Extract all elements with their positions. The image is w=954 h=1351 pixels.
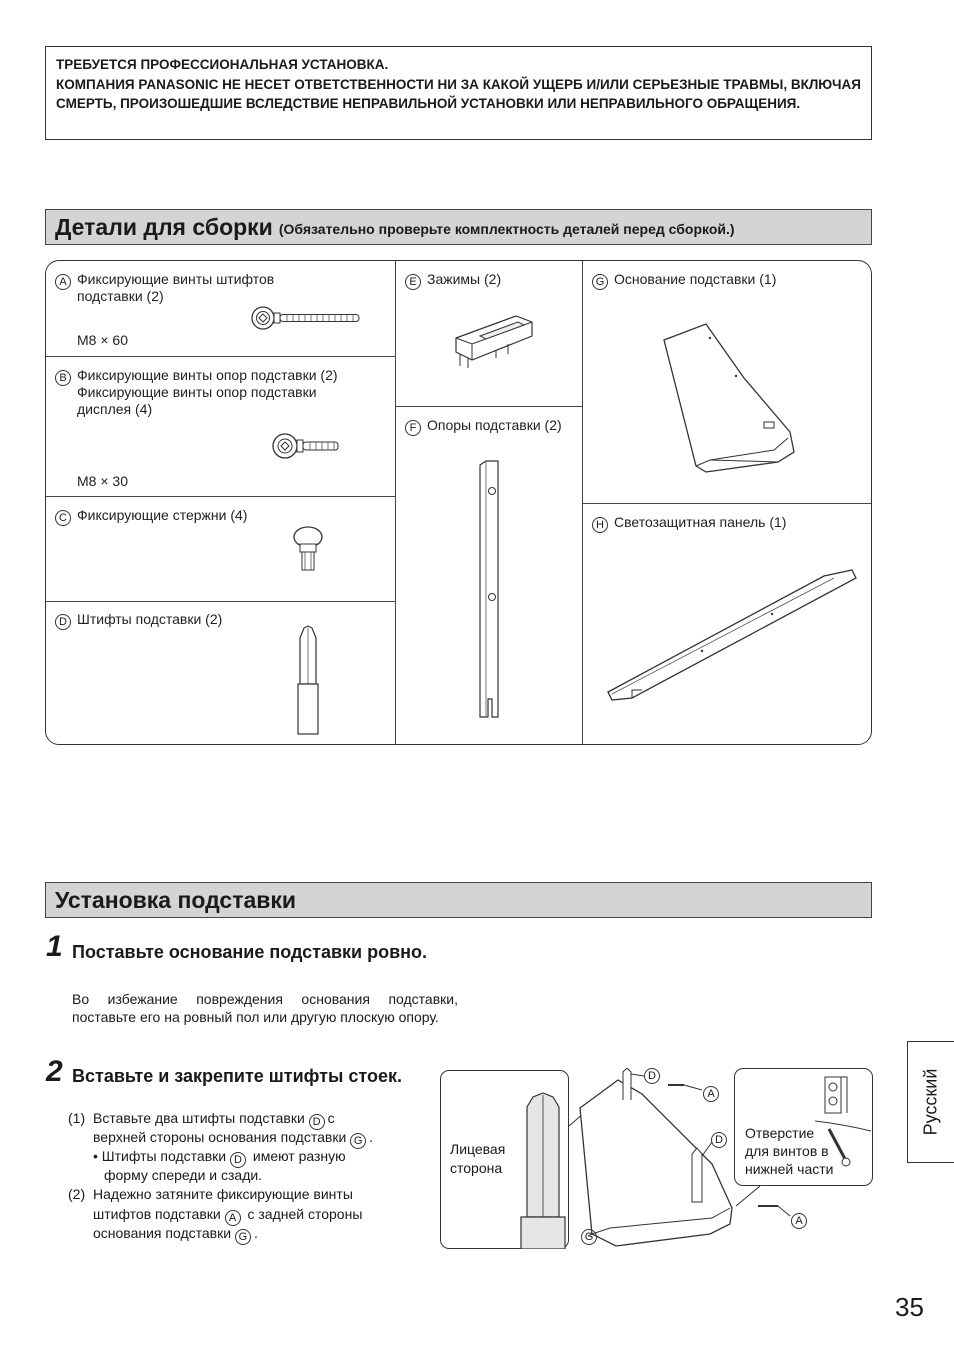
part-g-letter: G xyxy=(592,274,608,290)
front-side-label-1: Лицевая xyxy=(450,1141,506,1157)
callout-d: D xyxy=(309,1114,325,1130)
part-a-label xyxy=(55,270,74,290)
part-h-label xyxy=(592,513,611,533)
screw-hole-label-3: нижней части xyxy=(745,1161,834,1177)
install-section-title: Установка подставки xyxy=(55,886,297,913)
step1-number: 1 xyxy=(46,930,63,963)
part-e-label xyxy=(405,270,424,290)
part-b-size: M8 × 30 xyxy=(77,473,128,489)
step2-item2-line3 xyxy=(93,1225,258,1245)
parts-section-title: Детали для сборки xyxy=(55,213,273,240)
stand-pole-f-icon xyxy=(476,459,504,721)
step2-item1-line2 xyxy=(93,1129,373,1149)
screw-hole-label-2: для винтов в xyxy=(745,1143,829,1159)
part-a-letter: A xyxy=(55,274,71,290)
part-b-letter: B xyxy=(55,370,71,386)
step2-item1-text-b: с xyxy=(327,1110,335,1126)
step2-item2-text-b: штифтов подставки xyxy=(93,1206,221,1222)
parts-section-header xyxy=(45,209,872,245)
part-f-name: Опоры подставки (2) xyxy=(427,417,562,433)
part-e-letter: E xyxy=(405,274,421,290)
part-e-name: Зажимы (2) xyxy=(427,271,502,287)
step2-number: 2 xyxy=(46,1055,63,1088)
step2-bullet-line1 xyxy=(93,1148,346,1168)
part-d-name: Штифты подставки (2) xyxy=(77,611,223,627)
step2-item1-line1 xyxy=(93,1110,335,1130)
part-h-letter: H xyxy=(592,517,608,533)
callout-g: G xyxy=(350,1133,366,1149)
part-c-name: Фиксирующие стержни (4) xyxy=(77,507,248,523)
figure-callout-d1: D xyxy=(644,1068,660,1084)
step2-item1-number: (1) xyxy=(68,1110,86,1126)
part-g-name: Основание подставки (1) xyxy=(614,271,777,287)
step1-title: Поставьте основание подставки ровно. xyxy=(72,942,428,962)
screw-hole-inset xyxy=(734,1068,873,1186)
step2-item2-text-e: . xyxy=(253,1225,258,1241)
front-side-label-2: сторона xyxy=(450,1160,503,1176)
figure-callout-a1: A xyxy=(703,1086,719,1102)
part-f-label xyxy=(405,416,424,436)
step2-item2-line2 xyxy=(93,1206,362,1226)
screw-a-icon xyxy=(251,304,363,332)
part-c-letter: C xyxy=(55,510,71,526)
part-d-letter: D xyxy=(55,614,71,630)
step2-item2-line1: Надежно затяните фиксирующие винты xyxy=(93,1186,353,1202)
screw-hole-label-1: Отверстие xyxy=(745,1125,815,1141)
part-b-name2: Фиксирующие винты опор подставки дисплея (4) xyxy=(77,384,317,417)
parts-section-note: (Обязательно проверьте комплектность деталей перед сборкой.) xyxy=(278,221,735,237)
parts-table xyxy=(45,260,872,745)
part-a-size: M8 × 60 xyxy=(77,332,128,348)
part-a-name: Фиксирующие винты штифтов подставки (2) xyxy=(77,271,275,304)
callout-d: D xyxy=(230,1152,246,1168)
language-side-tab-label: Русский xyxy=(920,1068,941,1136)
step2-item2-number: (2) xyxy=(68,1186,86,1202)
step2-item1-text-d: . xyxy=(369,1129,374,1145)
callout-g: G xyxy=(235,1229,251,1245)
part-f-letter: F xyxy=(405,420,421,436)
install-section-header xyxy=(45,882,872,918)
light-shield-panel-h-icon xyxy=(602,566,860,706)
step2-bullet-text-b: имеют разную xyxy=(252,1148,346,1164)
figure-callout-a2: A xyxy=(791,1213,807,1229)
step2-item2-text-c: с задней стороны xyxy=(247,1206,363,1222)
part-b-label xyxy=(55,366,74,386)
step1-body: Во избежание повреждения основания подставки, поставьте его на ровный пол или другую плоскую опору. xyxy=(72,991,458,1025)
part-g-label xyxy=(592,270,611,290)
warning-line-1: ТРЕБУЕТСЯ ПРОФЕССИОНАЛЬНАЯ УСТАНОВКА. xyxy=(56,57,389,72)
step2-bullet-text-a: • Штифты подставки xyxy=(93,1148,227,1164)
part-c-label xyxy=(55,506,74,526)
page-number: 35 xyxy=(895,1292,924,1322)
assembly-figure xyxy=(440,1068,874,1250)
language-side-tab xyxy=(907,1041,954,1163)
warning-box xyxy=(45,46,872,140)
clamp-e-icon xyxy=(446,306,538,370)
step2-item2-text-d: основания подставки xyxy=(93,1225,232,1241)
part-h-name: Светозащитная панель (1) xyxy=(614,514,787,530)
callout-a: A xyxy=(225,1210,241,1226)
figure-callout-g: G xyxy=(581,1229,597,1245)
step2-bullet-line2: форму спереди и сзади. xyxy=(104,1167,263,1183)
warning-line-2: КОМПАНИЯ PANASONIC НЕ НЕСЕТ ОТВЕТСТВЕННОСТИ НИ ЗА КАКОЙ УЩЕРБ И/ИЛИ СЕРЬЕЗНЫЕ ТРАВМЫ, ВКЛЮЧАЯ СМЕРТЬ, ПРОИЗОШЕДШИЕ ВСЛЕДСТВИЕ НЕПРАВИЛЬНОЙ УСТАНОВКИ ИЛИ НЕПРАВИЛЬНОГО ОБРАЩЕНИЯ. xyxy=(56,76,861,111)
screw-b-icon xyxy=(272,429,342,463)
pin-d-icon xyxy=(293,624,323,739)
step2-title: Вставьте и закрепите штифты стоек. xyxy=(72,1066,402,1086)
figure-callout-d2: D xyxy=(711,1132,727,1148)
stand-base-g-icon xyxy=(658,316,798,476)
part-d-label xyxy=(55,610,74,630)
rod-c-icon xyxy=(291,526,325,574)
step2-item1-text-c: верхней стороны основания подставки xyxy=(93,1129,347,1145)
step2-item1-text-a: Вставьте два штифты подставки xyxy=(93,1110,305,1126)
part-b-name1: Фиксирующие винты опор подставки (2) xyxy=(77,367,338,383)
